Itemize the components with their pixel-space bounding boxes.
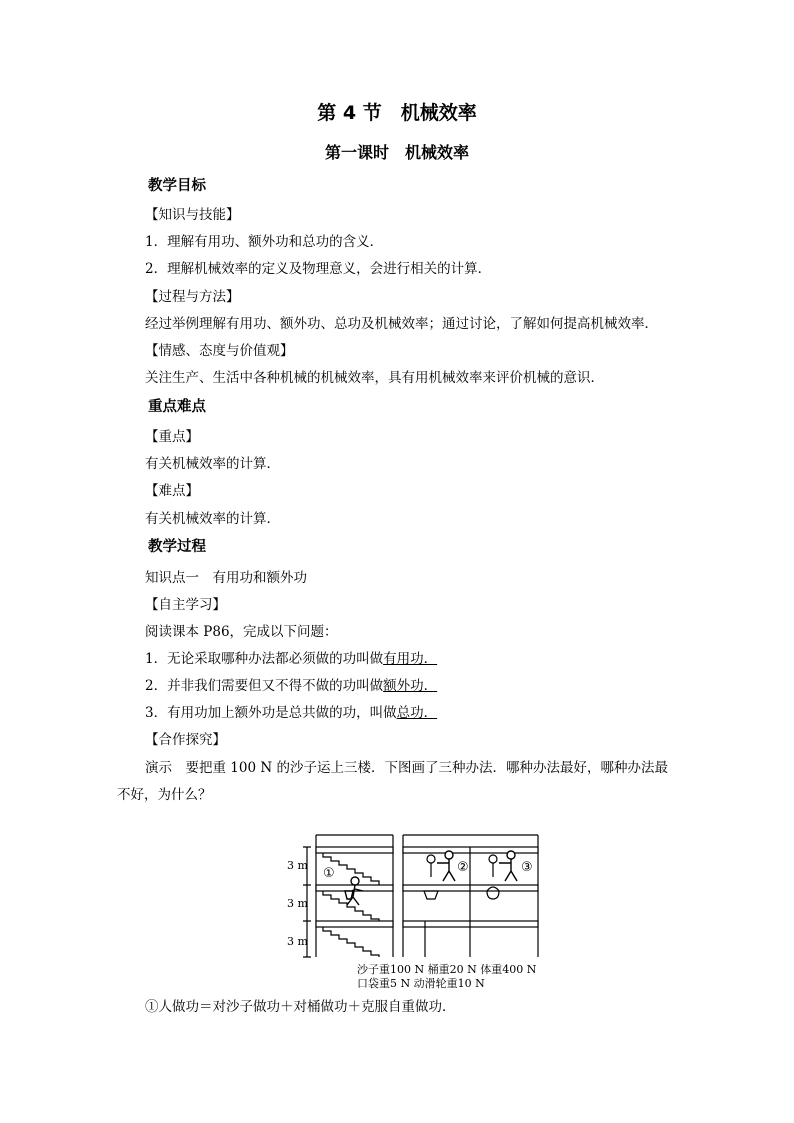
demo-text-line-2: 不好，为什么？ <box>117 787 212 803</box>
demo-text-line-1: 演示 要把重 100 N 的沙子运上三楼．下图画了三种办法．哪种办法最好，哪种办法最 <box>145 760 668 776</box>
reading-instruction: 阅读课本 P86，完成以下问题： <box>145 624 338 640</box>
label-difficult: 【难点】 <box>145 483 199 499</box>
difficult-item-1: 有关机械效率的计算． <box>145 511 280 527</box>
stairs-lower <box>323 927 379 957</box>
question-3-answer: 总功． <box>396 705 438 721</box>
question-1-text: 1．无论采取哪种办法都必须做的功叫做 <box>145 651 384 667</box>
section-heading-goals: 教学目标 <box>148 178 206 194</box>
person-2-body <box>437 859 455 881</box>
question-2 <box>145 677 437 695</box>
knowledge-item-2: 2．理解机械效率的定义及物理意义，会进行相关的计算． <box>145 261 492 277</box>
method-label-2: ② <box>457 860 469 875</box>
method-label-1: ① <box>323 866 335 881</box>
question-3 <box>145 704 437 722</box>
method-label-3: ③ <box>521 860 533 875</box>
figure-caption-line-2: 口袋重5 N 动滑轮重10 N <box>357 977 485 990</box>
floor-height-label-2: 3 m <box>287 897 308 910</box>
person-3-body <box>499 859 517 881</box>
person-3-head <box>507 851 515 859</box>
figure-caption-line-1: 沙子重100 N 桶重20 N 体重400 N <box>357 963 537 976</box>
question-1 <box>145 650 437 668</box>
pulley-3 <box>489 855 497 863</box>
knowledge-point-1: 知识点一 有用功和额外功 <box>145 570 307 586</box>
person-1-head <box>351 877 359 885</box>
person-1-bucket <box>345 891 353 899</box>
page-subtitle: 第一课时 机械效率 <box>324 143 469 162</box>
label-cooperation: 【合作探究】 <box>145 732 226 748</box>
question-2-text: 2．并非我们需要但又不得不做的功叫做 <box>145 678 384 694</box>
page-title: 第 4 节 机械效率 <box>317 102 477 124</box>
label-knowledge: 【知识与技能】 <box>145 207 240 223</box>
label-self-study: 【自主学习】 <box>145 597 226 613</box>
emotion-item-1: 关注生产、生活中各种机械的机械效率，具有用机械效率来评价机械的意识． <box>145 370 604 386</box>
key-item-1: 有关机械效率的计算． <box>145 456 280 472</box>
person-2-head <box>445 851 453 859</box>
question-1-answer: 有用功． <box>383 651 438 667</box>
floor-height-label-3: 3 m <box>287 935 308 948</box>
pulley-2 <box>427 855 435 863</box>
label-key: 【重点】 <box>145 429 199 445</box>
floor-slab-3 <box>316 921 393 927</box>
question-3-text: 3．有用功加上额外功是总共做的功，叫做 <box>145 705 397 721</box>
question-2-answer: 额外功． <box>383 678 438 694</box>
final-note: ①人做功＝对沙子做功＋对桶做功＋克服自重做功． <box>145 999 456 1015</box>
floor-slab-1 <box>316 847 393 853</box>
knowledge-item-1: 1．理解有用功、额外功和总功的含义． <box>145 234 384 250</box>
floor-height-label-1: 3 m <box>287 859 308 872</box>
bucket-2 <box>424 891 438 899</box>
process-item-1: 经过举例理解有用功、额外功、总功及机械效率；通过讨论，了解如何提高机械效率． <box>145 316 658 332</box>
section-heading-process: 教学过程 <box>148 539 206 555</box>
section-heading-key-difficult: 重点难点 <box>148 399 206 415</box>
label-emotion: 【情感、态度与价值观】 <box>145 343 294 359</box>
label-process: 【过程与方法】 <box>145 289 240 305</box>
